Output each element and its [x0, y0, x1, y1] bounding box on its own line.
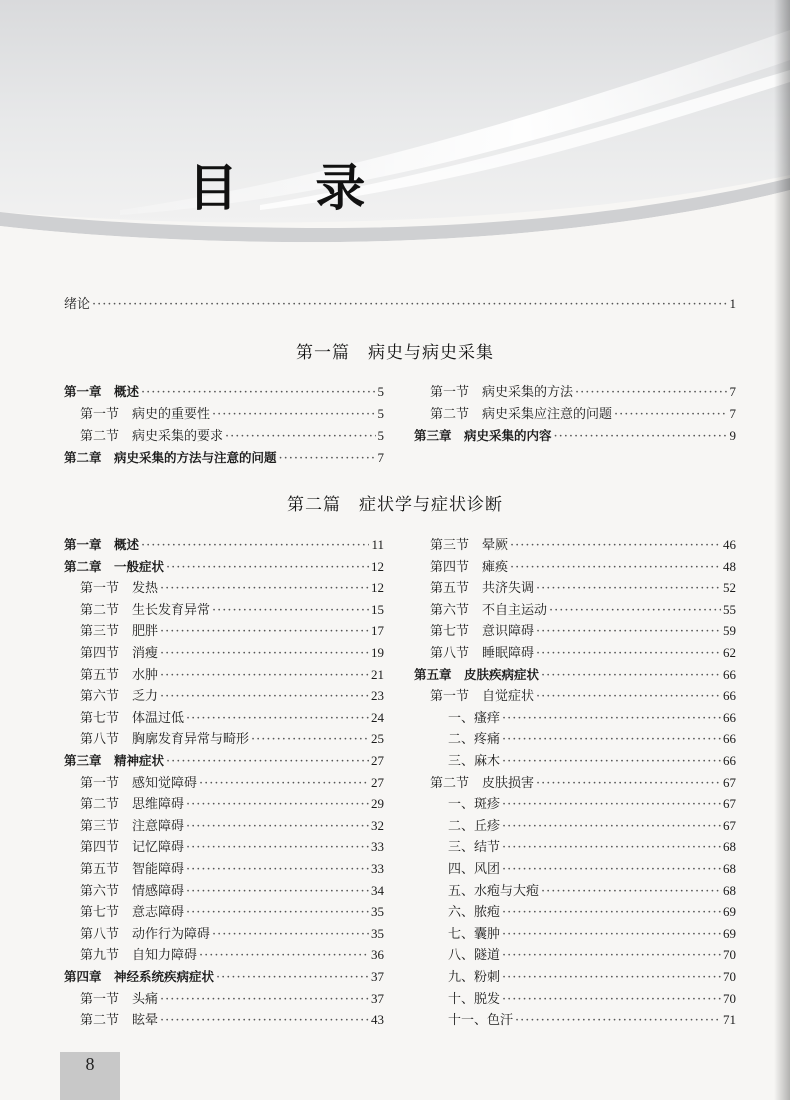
toc-entry-page: 23	[371, 688, 384, 704]
toc-section-entry[interactable]	[430, 688, 736, 705]
toc-entry-page: 66	[723, 753, 736, 768]
toc-subitem-entry[interactable]	[448, 969, 736, 986]
toc-subitem-entry[interactable]	[448, 861, 736, 878]
toc-chapter-entry[interactable]	[64, 559, 384, 576]
part-title-1: 第一篇 病史与病史采集	[296, 343, 494, 363]
toc-leader-dots	[160, 689, 369, 705]
page-title: 目 录	[188, 159, 396, 217]
toc-section-entry[interactable]	[80, 1012, 384, 1029]
toc-entry-label: 第四节 瘫痪	[430, 559, 509, 575]
toc-entry-page: 69	[723, 925, 736, 941]
toc-leader-dots	[225, 429, 375, 445]
toc-leader-dots	[186, 862, 369, 878]
toc-leader-dots	[160, 624, 369, 640]
toc-entry-page: 34	[371, 882, 384, 898]
toc-section-entry[interactable]	[430, 645, 736, 662]
toc-entry-label: 第一节 发热	[80, 581, 159, 597]
toc-entry-label: 第七节 体温过低	[80, 710, 185, 726]
toc-leader-dots	[141, 538, 369, 554]
toc-entry-label: 第八节 动作行为障碍	[80, 926, 211, 942]
toc-leader-dots	[536, 689, 721, 705]
toc-leader-dots	[536, 581, 721, 597]
toc-section-entry[interactable]	[80, 580, 384, 597]
toc-entry-label: 第三节 注意障碍	[80, 818, 185, 834]
toc-entry-page: 68	[723, 861, 736, 876]
toc-section-entry[interactable]	[80, 645, 384, 662]
toc-section-entry[interactable]	[80, 839, 384, 856]
toc-section-entry[interactable]	[80, 861, 384, 878]
toc-entry-label: 三、结节	[448, 840, 501, 856]
toc-entry-label: 二、丘疹	[448, 818, 501, 834]
toc-entry-label: 第三节 肥胖	[80, 624, 159, 640]
toc-entry-page: 59	[723, 623, 736, 639]
toc-entry-page: 15	[371, 601, 384, 617]
toc-section-entry[interactable]	[80, 883, 384, 900]
toc-leader-dots	[160, 581, 369, 597]
toc-entry-label: 九、粉刺	[448, 970, 501, 985]
toc-entry-page: 32	[371, 817, 384, 833]
toc-entry-label: 第二章 一般症状	[64, 558, 165, 574]
toc-leader-dots	[160, 668, 369, 684]
toc-subitem-entry[interactable]	[448, 904, 736, 921]
toc-section-entry[interactable]	[80, 926, 384, 943]
toc-section-entry[interactable]	[80, 428, 384, 445]
toc-section-entry[interactable]	[430, 602, 736, 619]
toc-entry-label: 第四章 神经系统疾病症状	[64, 969, 215, 984]
toc-leader-dots	[212, 407, 375, 423]
toc-entry-page: 5	[377, 428, 384, 443]
toc-entry-page: 7	[729, 384, 736, 399]
toc-entry-label: 第八节 胸廓发育异常与畸形	[80, 732, 250, 748]
toc-entry-page: 66	[723, 709, 736, 725]
toc-section-entry[interactable]	[430, 623, 736, 640]
toc-entry-label: 第五章 皮肤疾病症状	[414, 666, 540, 682]
toc-entry-label: 第二节 生长发育异常	[80, 602, 211, 618]
toc-leader-dots	[536, 776, 721, 792]
toc-section-entry[interactable]	[80, 710, 384, 727]
toc-entry-page: 19	[371, 645, 384, 660]
toc-entry-page: 36	[371, 947, 384, 963]
toc-entry-page: 68	[723, 882, 736, 898]
toc-entry-page: 5	[377, 384, 384, 399]
toc-entry-label: 绪论	[64, 297, 91, 312]
toc-section-entry[interactable]	[80, 406, 384, 423]
toc-entry-page: 27	[371, 753, 384, 768]
toc-entry-label: 第一节 病史采集的方法	[430, 385, 574, 400]
toc-entry-intro[interactable]	[64, 296, 736, 313]
toc-leader-dots	[186, 819, 369, 835]
toc-entry-page: 1	[729, 296, 736, 311]
toc-entry-page: 48	[723, 558, 736, 574]
toc-entry-page: 12	[371, 558, 384, 574]
toc-entry-page: 67	[723, 817, 736, 833]
toc-leader-dots	[212, 927, 369, 943]
toc-entry-page: 33	[371, 839, 384, 855]
toc-entry-label: 第四节 记忆障碍	[80, 840, 185, 856]
toc-entry-label: 一、瘙痒	[448, 710, 501, 726]
toc-entry-label: 第一节 自觉症状	[430, 689, 535, 705]
toc-leader-dots	[510, 538, 721, 554]
toc-entry-label: 三、麻木	[448, 754, 501, 769]
page-edge-shadow	[774, 0, 790, 1100]
toc-section-entry[interactable]	[430, 559, 736, 576]
toc-entry-page: 12	[371, 580, 384, 596]
toc-leader-dots	[186, 797, 369, 813]
toc-leader-dots	[554, 429, 728, 445]
toc-entry-label: 第八节 睡眠障碍	[430, 646, 535, 661]
toc-entry-label: 第二节 病史采集应注意的问题	[430, 407, 613, 422]
toc-entry-page: 52	[723, 580, 736, 596]
toc-entry-label: 第一节 感知觉障碍	[80, 775, 198, 791]
toc-subitem-entry[interactable]	[448, 753, 736, 770]
toc-leader-dots	[502, 905, 721, 921]
header-band	[0, 0, 790, 285]
page-number: 8	[60, 1052, 120, 1100]
toc-section-entry[interactable]	[80, 796, 384, 813]
toc-section-entry[interactable]	[80, 818, 384, 835]
toc-entry-page: 37	[371, 969, 384, 984]
toc-leader-dots	[502, 992, 721, 1008]
toc-chapter-entry[interactable]	[64, 969, 384, 986]
toc-entry-page: 25	[371, 731, 384, 747]
toc-entry-page: 68	[723, 839, 736, 855]
toc-leader-dots	[549, 603, 721, 619]
toc-leader-dots	[502, 948, 721, 964]
toc-entry-page: 21	[371, 666, 384, 682]
toc-leader-dots	[502, 862, 721, 878]
toc-entry-label: 十一、色汗	[448, 1013, 514, 1029]
toc-subitem-entry[interactable]	[448, 991, 736, 1008]
toc-section-entry[interactable]	[80, 775, 384, 792]
toc-entry-label: 第五节 水肿	[80, 667, 159, 683]
toc-entry-label: 第三章 病史采集的内容	[414, 428, 552, 443]
toc-entry-label: 第二章 病史采集的方法与注意的问题	[64, 450, 277, 465]
toc-leader-dots	[502, 970, 721, 986]
toc-entry-page: 70	[723, 990, 736, 1006]
toc-chapter-entry[interactable]	[64, 450, 384, 467]
toc-entry-page: 37	[371, 990, 384, 1006]
toc-subitem-entry[interactable]	[448, 731, 736, 748]
toc-entry-label: 第六节 不自主运动	[430, 602, 548, 618]
toc-leader-dots	[502, 927, 721, 943]
toc-leader-dots	[575, 385, 727, 401]
toc-subitem-entry[interactable]	[448, 796, 736, 813]
toc-entry-label: 第六节 乏力	[80, 689, 159, 705]
toc-entry-page: 69	[723, 904, 736, 920]
toc-entry-page: 67	[723, 796, 736, 812]
toc-leader-dots	[510, 560, 721, 576]
toc-subitem-entry[interactable]	[448, 818, 736, 835]
toc-entry-label: 七、囊肿	[448, 926, 501, 942]
toc-chapter-entry[interactable]	[64, 537, 384, 554]
toc-entry-page: 9	[729, 428, 736, 443]
toc-leader-dots	[279, 451, 376, 467]
toc-entry-page: 70	[723, 947, 736, 963]
toc-entry-page: 55	[723, 601, 736, 617]
toc-leader-dots	[502, 840, 721, 856]
toc-entry-label: 第三章 精神症状	[64, 753, 165, 768]
toc-entry-page: 17	[371, 623, 384, 639]
toc-leader-dots	[166, 754, 369, 770]
toc-leader-dots	[216, 970, 369, 986]
toc-section-entry[interactable]	[430, 775, 736, 792]
toc-entry-label: 八、隧道	[448, 948, 501, 964]
toc-chapter-entry[interactable]	[414, 667, 736, 684]
toc-entry-page: 33	[371, 861, 384, 876]
toc-leader-dots	[502, 711, 721, 727]
toc-leader-dots	[92, 297, 727, 313]
toc-entry-label: 第九节 自知力障碍	[80, 948, 198, 964]
toc-entry-page: 66	[723, 666, 736, 682]
toc-entry-page: 5	[377, 406, 384, 421]
toc-entry-label: 五、水疱与大疱	[448, 883, 540, 899]
toc-leader-dots	[541, 884, 721, 900]
toc-entry-label: 第一节 病史的重要性	[80, 407, 211, 422]
toc-section-entry[interactable]	[80, 688, 384, 705]
toc-leader-dots	[502, 819, 721, 835]
toc-entry-page: 46	[723, 537, 736, 552]
toc-leader-dots	[536, 624, 721, 640]
toc-leader-dots	[160, 646, 369, 662]
toc-entry-label: 第三节 晕厥	[430, 538, 509, 553]
toc-entry-page: 67	[723, 774, 736, 790]
toc-entry-label: 第一章 概述	[64, 537, 140, 552]
toc-chapter-entry[interactable]	[64, 753, 384, 770]
toc-leader-dots	[141, 385, 375, 401]
toc-leader-dots	[536, 646, 721, 662]
toc-section-entry[interactable]	[80, 667, 384, 684]
toc-subitem-entry[interactable]	[448, 926, 736, 943]
toc-section-entry[interactable]	[80, 947, 384, 964]
toc-leader-dots	[166, 560, 369, 576]
toc-entry-label: 第二节 病史采集的要求	[80, 429, 224, 444]
toc-subitem-entry[interactable]	[448, 710, 736, 727]
toc-chapter-entry[interactable]	[64, 384, 384, 401]
toc-leader-dots	[212, 603, 369, 619]
toc-section-entry[interactable]	[430, 406, 736, 423]
toc-subitem-entry[interactable]	[448, 839, 736, 856]
toc-entry-page: 27	[371, 774, 384, 790]
toc-entry-label: 十、脱发	[448, 991, 501, 1007]
toc-entry-label: 第七节 意志障碍	[80, 905, 185, 921]
toc-entry-label: 第六节 情感障碍	[80, 883, 185, 899]
toc-entry-label: 第二节 思维障碍	[80, 797, 185, 813]
toc-leader-dots	[186, 905, 369, 921]
toc-entry-label: 六、脓疱	[448, 905, 501, 921]
toc-leader-dots	[160, 1013, 369, 1029]
toc-entry-page: 35	[371, 904, 384, 920]
toc-entry-label: 一、斑疹	[448, 797, 501, 813]
toc-entry-label: 第二节 眩晕	[80, 1013, 159, 1029]
toc-section-entry[interactable]	[430, 384, 736, 401]
part-title-2: 第二篇 症状学与症状诊断	[287, 495, 503, 515]
toc-entry-label: 第二节 皮肤损害	[430, 775, 535, 791]
toc-entry-label: 第一章 概述	[64, 384, 140, 399]
toc-entry-label: 第一节 头痛	[80, 991, 159, 1007]
toc-entry-page: 70	[723, 969, 736, 984]
toc-subitem-entry[interactable]	[448, 1012, 736, 1029]
toc-entry-label: 二、疼痛	[448, 732, 501, 748]
header-wave-graphic	[0, 0, 790, 285]
toc-entry-label: 第四节 消瘦	[80, 646, 159, 661]
toc-entry-label: 第五节 共济失调	[430, 581, 535, 597]
toc-entry-page: 24	[371, 709, 384, 725]
toc-section-entry[interactable]	[80, 602, 384, 619]
toc-leader-dots	[251, 732, 369, 748]
toc-section-entry[interactable]	[430, 580, 736, 597]
toc-entry-page: 29	[371, 796, 384, 812]
toc-entry-page: 7	[729, 406, 736, 421]
toc-entry-label: 第五节 智能障碍	[80, 862, 185, 877]
toc-leader-dots	[199, 948, 369, 964]
toc-section-entry[interactable]	[80, 623, 384, 640]
toc-entry-page: 35	[371, 925, 384, 941]
toc-leader-dots	[186, 840, 369, 856]
toc-section-entry[interactable]	[80, 731, 384, 748]
toc-subitem-entry[interactable]	[448, 883, 736, 900]
toc-entry-page: 7	[377, 450, 384, 465]
toc-entry-label: 第七节 意识障碍	[430, 624, 535, 640]
toc-entry-page: 66	[723, 731, 736, 747]
toc-leader-dots	[186, 884, 369, 900]
toc-entry-label: 四、风团	[448, 862, 501, 877]
toc-entry-page: 43	[371, 1012, 384, 1028]
toc-leader-dots	[502, 797, 721, 813]
toc-leader-dots	[515, 1013, 721, 1029]
toc-leader-dots	[186, 711, 369, 727]
toc-subitem-entry[interactable]	[448, 947, 736, 964]
toc-entry-page: 71	[723, 1012, 736, 1028]
toc-entry-page: 66	[723, 688, 736, 704]
toc-section-entry[interactable]	[80, 904, 384, 921]
toc-section-entry[interactable]	[430, 537, 736, 554]
toc-leader-dots	[502, 754, 721, 770]
toc-entry-page: 62	[723, 645, 736, 660]
toc-leader-dots	[502, 732, 721, 748]
toc-section-entry[interactable]	[80, 991, 384, 1008]
toc-leader-dots	[199, 776, 369, 792]
toc-chapter-entry[interactable]	[414, 428, 736, 445]
toc-leader-dots	[614, 407, 727, 423]
toc-leader-dots	[541, 668, 721, 684]
toc-entry-page: 11	[371, 537, 384, 552]
toc-leader-dots	[160, 992, 369, 1008]
